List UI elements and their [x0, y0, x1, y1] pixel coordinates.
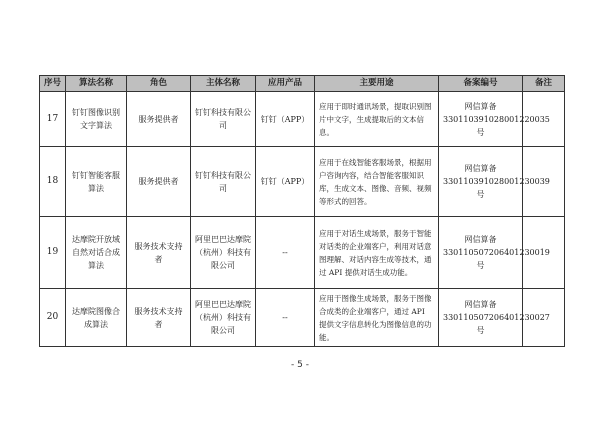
header-purpose: 主要用途	[315, 76, 439, 92]
header-note: 备注	[523, 76, 565, 92]
header-product: 应用产品	[256, 76, 315, 92]
row-product: 钉钉（APP）	[256, 147, 315, 217]
row-no: 18	[40, 147, 66, 217]
row-purpose: 应用于在线智能客服场景，根据用户咨询内容，结合智能客服知识库，生成文本、图像、音频、视频等形式的回答。	[315, 147, 439, 217]
row-product: --	[256, 289, 315, 347]
row-algorithm-name: 达摩院开放域自然对话合成算法	[66, 217, 127, 289]
row-role: 服务技术支持者	[127, 289, 191, 347]
row-no: 19	[40, 217, 66, 289]
page-number: - 5 -	[291, 360, 309, 370]
row-algorithm-name: 钉钉智能客服算法	[66, 147, 127, 217]
row-no: 17	[40, 92, 66, 147]
row-filing-number: 网信算备330110391028001220035 号	[439, 92, 523, 147]
header-no: 序号	[40, 76, 66, 92]
row-role: 服务提供者	[127, 92, 191, 147]
row-entity-name: 钉钉科技有限公司	[191, 147, 256, 217]
algorithm-registry-table	[39, 75, 565, 347]
row-entity-name: 阿里巴巴达摩院（杭州）科技有限公司	[191, 289, 256, 347]
header-entity-name: 主体名称	[191, 76, 256, 92]
row-purpose: 应用于图像生成场景，服务于图像合成类的企业端客户，通过 API 提供文字信息转化为图像信息的功能。	[315, 289, 439, 347]
row-purpose: 应用于对话生成场景，服务于智能对话类的企业端客户，利用对话意图理解、对话内容生成等技术，通过 API 提供对话生成功能。	[315, 217, 439, 289]
row-product: 钉钉（APP）	[256, 92, 315, 147]
header-algorithm-name: 算法名称	[66, 76, 127, 92]
row-product: --	[256, 217, 315, 289]
row-filing-number: 网信算备330110391028001230039 号	[439, 147, 523, 217]
row-filing-number: 网信算备330110507206401230027 号	[439, 289, 523, 347]
table-row	[40, 147, 565, 217]
row-no: 20	[40, 289, 66, 347]
row-algorithm-name: 达摩院图像合成算法	[66, 289, 127, 347]
table-row	[40, 289, 565, 347]
row-algorithm-name: 钉钉图像识别文字算法	[66, 92, 127, 147]
row-filing-number: 网信算备330110507206401230019 号	[439, 217, 523, 289]
header-filing-number: 备案编号	[439, 76, 523, 92]
header-role: 角色	[127, 76, 191, 92]
row-entity-name: 阿里巴巴达摩院（杭州）科技有限公司	[191, 217, 256, 289]
table-row	[40, 217, 565, 289]
row-entity-name: 钉钉科技有限公司	[191, 92, 256, 147]
row-purpose: 应用于即时通讯场景，提取识别图片中文字，生成提取后的文本信息。	[315, 92, 439, 147]
row-role: 服务技术支持者	[127, 217, 191, 289]
table-header-row	[40, 76, 565, 92]
row-role: 服务提供者	[127, 147, 191, 217]
table-row	[40, 92, 565, 147]
